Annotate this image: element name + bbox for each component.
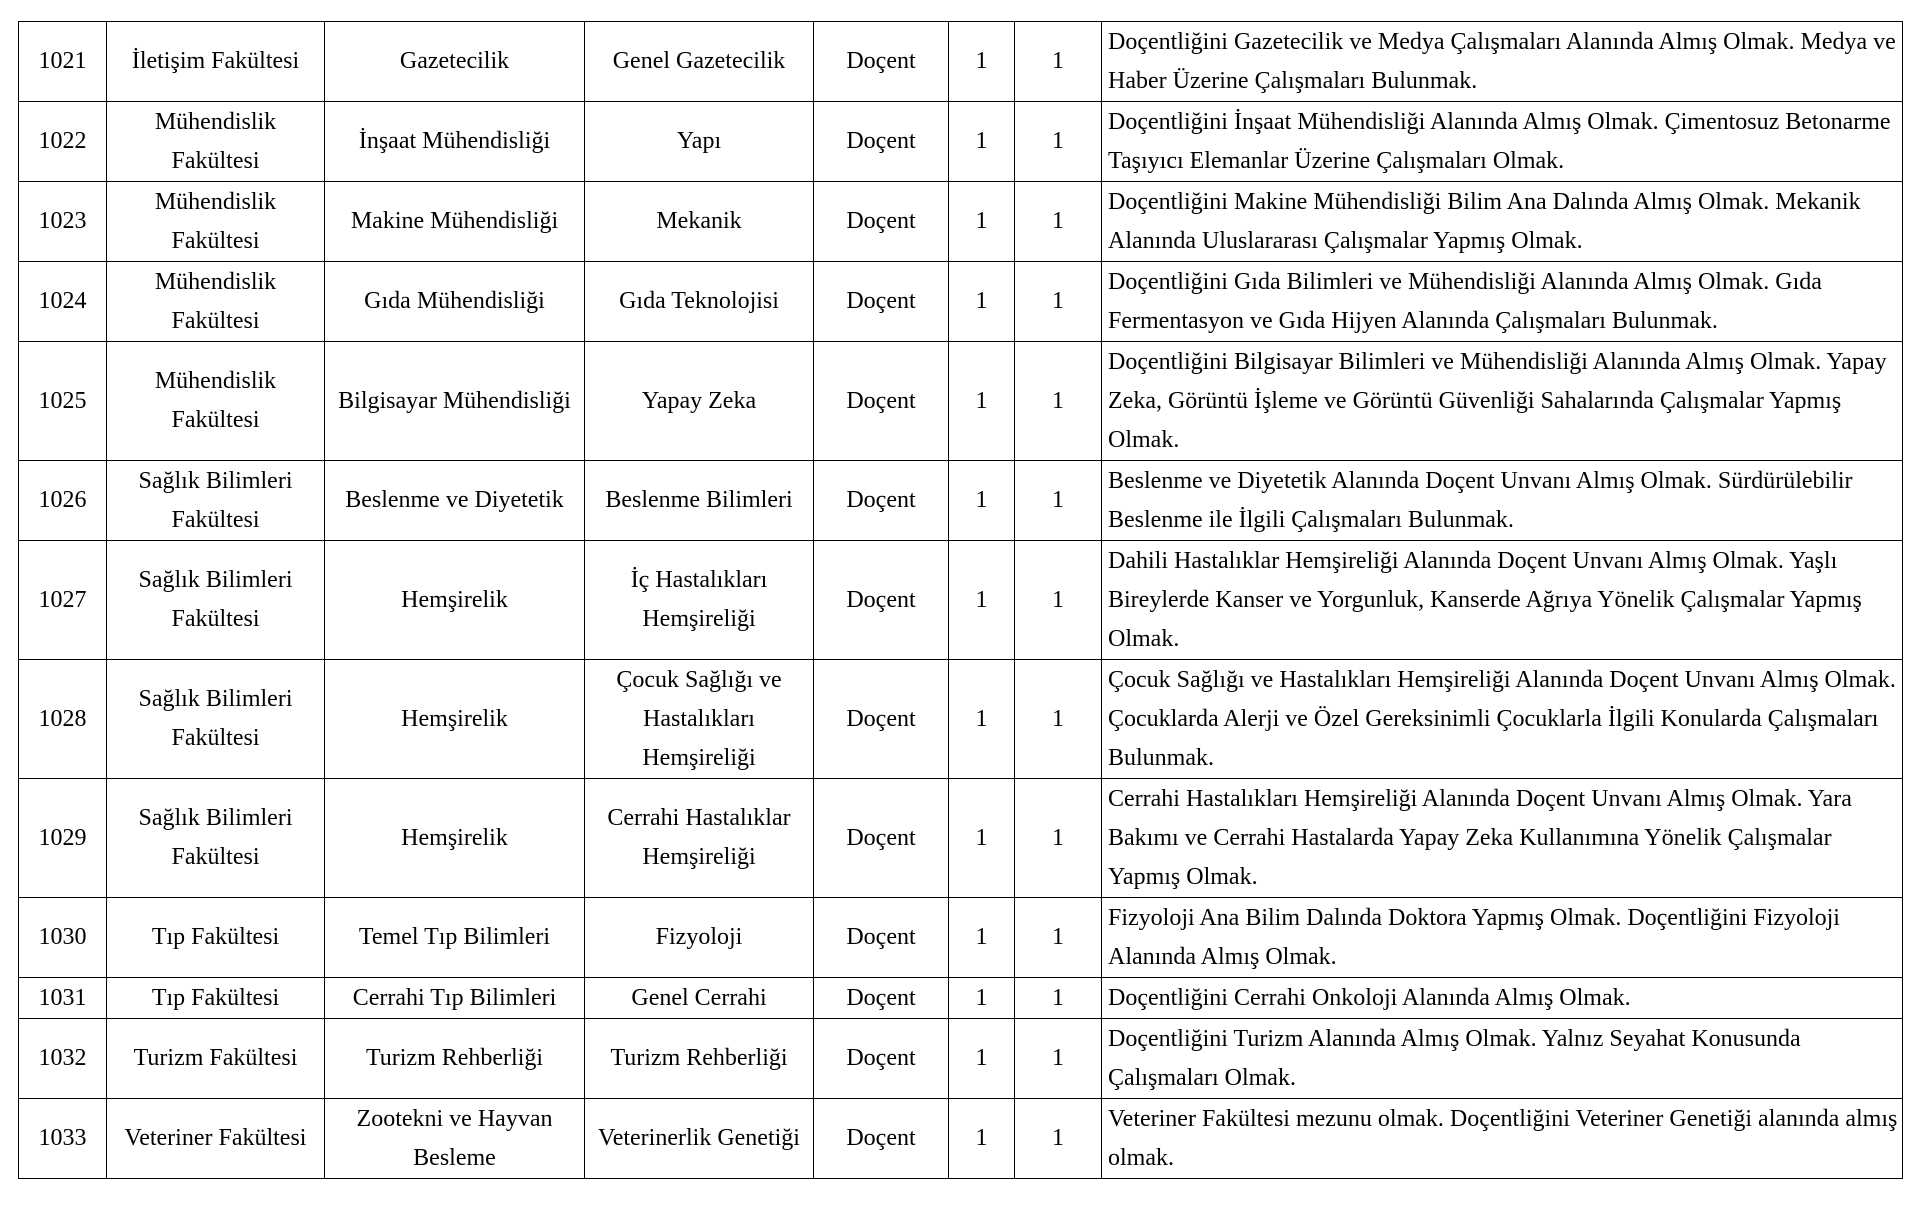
- department-name: Temel Tıp Bilimleri: [325, 898, 585, 978]
- count-1: 1: [949, 541, 1015, 660]
- academic-title: Doçent: [814, 182, 949, 262]
- academic-title: Doçent: [814, 978, 949, 1019]
- count-2: 1: [1015, 660, 1102, 779]
- academic-title: Doçent: [814, 1099, 949, 1179]
- department-name: Beslenme ve Diyetetik: [325, 461, 585, 541]
- requirement-text: Cerrahi Hastalıkları Hemşireliği Alanında Doçent Unvanı Almış Olmak. Yara Bakımı ve Cerrahi Hastalarda Yapay Zeka Kullanımına Yönelik Çalışmalar Yapmış Olmak.: [1102, 779, 1903, 898]
- count-2: 1: [1015, 541, 1102, 660]
- field-name: İç Hastalıkları Hemşireliği: [585, 541, 814, 660]
- field-name: Yapay Zeka: [585, 342, 814, 461]
- position-number: 1028: [19, 660, 107, 779]
- position-number: 1029: [19, 779, 107, 898]
- field-name: Çocuk Sağlığı ve Hastalıkları Hemşireliği: [585, 660, 814, 779]
- count-2: 1: [1015, 102, 1102, 182]
- department-name: Hemşirelik: [325, 779, 585, 898]
- position-number: 1022: [19, 102, 107, 182]
- table-body: [19, 22, 1903, 1179]
- table-row: [19, 660, 1903, 779]
- count-2: 1: [1015, 342, 1102, 461]
- table-row: [19, 541, 1903, 660]
- department-name: Makine Mühendisliği: [325, 182, 585, 262]
- count-1: 1: [949, 978, 1015, 1019]
- field-name: Beslenme Bilimleri: [585, 461, 814, 541]
- position-number: 1025: [19, 342, 107, 461]
- field-name: Genel Cerrahi: [585, 978, 814, 1019]
- department-name: Hemşirelik: [325, 660, 585, 779]
- requirement-text: Doçentliğini İnşaat Mühendisliği Alanında Almış Olmak. Çimentosuz Betonarme Taşıyıcı Elemanlar Üzerine Çalışmaları Olmak.: [1102, 102, 1903, 182]
- academic-title: Doçent: [814, 779, 949, 898]
- field-name: Mekanik: [585, 182, 814, 262]
- faculty-name: Mühendislik Fakültesi: [107, 262, 325, 342]
- table-row: [19, 182, 1903, 262]
- department-name: İnşaat Mühendisliği: [325, 102, 585, 182]
- field-name: Veterinerlik Genetiği: [585, 1099, 814, 1179]
- field-name: Gıda Teknolojisi: [585, 262, 814, 342]
- field-name: Turizm Rehberliği: [585, 1019, 814, 1099]
- count-2: 1: [1015, 461, 1102, 541]
- academic-title: Doçent: [814, 898, 949, 978]
- department-name: Hemşirelik: [325, 541, 585, 660]
- faculty-name: Mühendislik Fakültesi: [107, 342, 325, 461]
- position-number: 1031: [19, 978, 107, 1019]
- count-2: 1: [1015, 22, 1102, 102]
- count-2: 1: [1015, 182, 1102, 262]
- table-row: [19, 978, 1903, 1019]
- faculty-name: İletişim Fakültesi: [107, 22, 325, 102]
- table-row: [19, 1019, 1903, 1099]
- requirement-text: Fizyoloji Ana Bilim Dalında Doktora Yapmış Olmak. Doçentliğini Fizyoloji Alanında Almış Olmak.: [1102, 898, 1903, 978]
- requirement-text: Doçentliğini Cerrahi Onkoloji Alanında Almış Olmak.: [1102, 978, 1903, 1019]
- count-1: 1: [949, 461, 1015, 541]
- faculty-name: Sağlık Bilimleri Fakültesi: [107, 461, 325, 541]
- table-row: [19, 22, 1903, 102]
- table-row: [19, 342, 1903, 461]
- faculty-name: Sağlık Bilimleri Fakültesi: [107, 541, 325, 660]
- count-1: 1: [949, 342, 1015, 461]
- field-name: Cerrahi Hastalıklar Hemşireliği: [585, 779, 814, 898]
- count-2: 1: [1015, 779, 1102, 898]
- academic-title: Doçent: [814, 22, 949, 102]
- count-2: 1: [1015, 1099, 1102, 1179]
- requirement-text: Veteriner Fakültesi mezunu olmak. Doçentliğini Veteriner Genetiği alanında almış olmak.: [1102, 1099, 1903, 1179]
- academic-title: Doçent: [814, 342, 949, 461]
- count-1: 1: [949, 262, 1015, 342]
- count-1: 1: [949, 182, 1015, 262]
- department-name: Cerrahi Tıp Bilimleri: [325, 978, 585, 1019]
- position-number: 1027: [19, 541, 107, 660]
- faculty-name: Sağlık Bilimleri Fakültesi: [107, 660, 325, 779]
- count-1: 1: [949, 22, 1015, 102]
- position-number: 1026: [19, 461, 107, 541]
- count-1: 1: [949, 779, 1015, 898]
- faculty-name: Tıp Fakültesi: [107, 898, 325, 978]
- position-number: 1024: [19, 262, 107, 342]
- faculty-name: Turizm Fakültesi: [107, 1019, 325, 1099]
- count-1: 1: [949, 898, 1015, 978]
- academic-title: Doçent: [814, 102, 949, 182]
- requirement-text: Doçentliğini Bilgisayar Bilimleri ve Mühendisliği Alanında Almış Olmak. Yapay Zeka, Görüntü İşleme ve Görüntü Güvenliği Sahalarında Çalışmalar Yapmış Olmak.: [1102, 342, 1903, 461]
- department-name: Gazetecilik: [325, 22, 585, 102]
- academic-title: Doçent: [814, 541, 949, 660]
- table-row: [19, 461, 1903, 541]
- table-row: [19, 779, 1903, 898]
- count-1: 1: [949, 1099, 1015, 1179]
- count-1: 1: [949, 660, 1015, 779]
- faculty-name: Mühendislik Fakültesi: [107, 102, 325, 182]
- position-number: 1023: [19, 182, 107, 262]
- faculty-name: Tıp Fakültesi: [107, 978, 325, 1019]
- faculty-name: Mühendislik Fakültesi: [107, 182, 325, 262]
- department-name: Bilgisayar Mühendisliği: [325, 342, 585, 461]
- department-name: Zootekni ve Hayvan Besleme: [325, 1099, 585, 1179]
- table-row: [19, 898, 1903, 978]
- requirement-text: Beslenme ve Diyetetik Alanında Doçent Unvanı Almış Olmak. Sürdürülebilir Beslenme ile İlgili Çalışmaları Bulunmak.: [1102, 461, 1903, 541]
- faculty-name: Sağlık Bilimleri Fakültesi: [107, 779, 325, 898]
- requirement-text: Çocuk Sağlığı ve Hastalıkları Hemşireliği Alanında Doçent Unvanı Almış Olmak. Çocuklarda Alerji ve Özel Gereksinimli Çocuklarla İlgili Konularda Çalışmaları Bulunmak.: [1102, 660, 1903, 779]
- field-name: Yapı: [585, 102, 814, 182]
- requirement-text: Doçentliğini Gazetecilik ve Medya Çalışmaları Alanında Almış Olmak. Medya ve Haber Üzerine Çalışmaları Bulunmak.: [1102, 22, 1903, 102]
- table-row: [19, 1099, 1903, 1179]
- requirement-text: Dahili Hastalıklar Hemşireliği Alanında Doçent Unvanı Almış Olmak. Yaşlı Bireylerde Kanser ve Yorgunluk, Kanserde Ağrıya Yönelik Çalışmalar Yapmış Olmak.: [1102, 541, 1903, 660]
- academic-title: Doçent: [814, 660, 949, 779]
- requirement-text: Doçentliğini Makine Mühendisliği Bilim Ana Dalında Almış Olmak. Mekanik Alanında Uluslararası Çalışmalar Yapmış Olmak.: [1102, 182, 1903, 262]
- requirement-text: Doçentliğini Gıda Bilimleri ve Mühendisliği Alanında Almış Olmak. Gıda Fermentasyon ve Gıda Hijyen Alanında Çalışmaları Bulunmak.: [1102, 262, 1903, 342]
- requirement-text: Doçentliğini Turizm Alanında Almış Olmak. Yalnız Seyahat Konusunda Çalışmaları Olmak.: [1102, 1019, 1903, 1099]
- position-number: 1033: [19, 1099, 107, 1179]
- position-number: 1021: [19, 22, 107, 102]
- positions-table: [18, 21, 1903, 1179]
- count-1: 1: [949, 102, 1015, 182]
- department-name: Gıda Mühendisliği: [325, 262, 585, 342]
- academic-title: Doçent: [814, 1019, 949, 1099]
- academic-title: Doçent: [814, 461, 949, 541]
- field-name: Fizyoloji: [585, 898, 814, 978]
- field-name: Genel Gazetecilik: [585, 22, 814, 102]
- department-name: Turizm Rehberliği: [325, 1019, 585, 1099]
- table-row: [19, 262, 1903, 342]
- position-number: 1030: [19, 898, 107, 978]
- count-1: 1: [949, 1019, 1015, 1099]
- table-row: [19, 102, 1903, 182]
- count-2: 1: [1015, 262, 1102, 342]
- count-2: 1: [1015, 1019, 1102, 1099]
- position-number: 1032: [19, 1019, 107, 1099]
- count-2: 1: [1015, 978, 1102, 1019]
- count-2: 1: [1015, 898, 1102, 978]
- faculty-name: Veteriner Fakültesi: [107, 1099, 325, 1179]
- academic-title: Doçent: [814, 262, 949, 342]
